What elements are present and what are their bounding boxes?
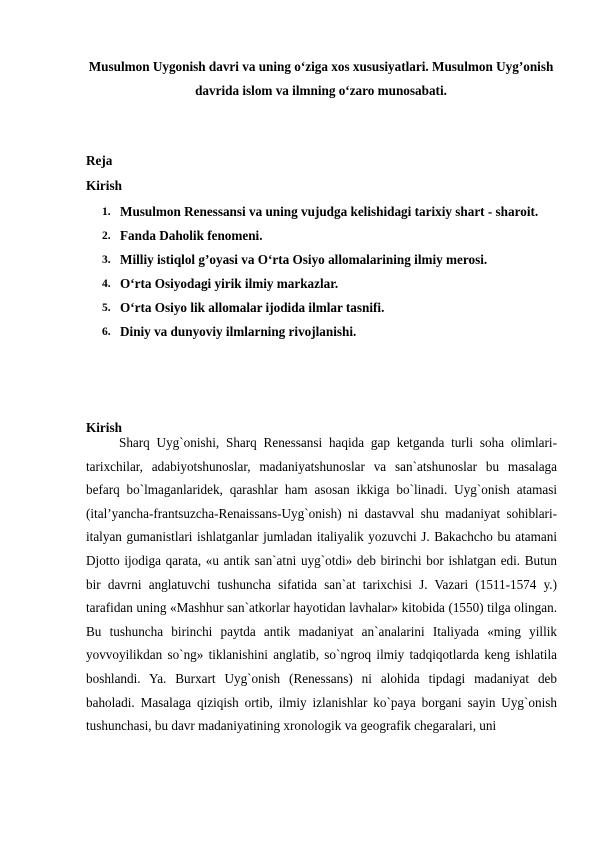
intro-paragraph: Sharq Uyg`onishi, Sharq Renessansi haqida gap ketganda turli soha olimlari-tarixchilar, adabiyotshunoslar, madaniyatshunoslar va san`atshunoslar bu masalaga befarq bo`lmaganlaridek, qarashlar ham asosan ikkiga bo`linadi. Uyg`onish atamasi (ital’yancha-frantsuzcha-Renaissans-Uyg`onish) ni dastavval shu madaniyat sohiblari-italyan gumanistlari ishlatganlar jumladan italiyalik yozuvchi J. Bakachcho bu atamani Djotto ijodiga qarata, «u antik san`atni uyg`otdi» deb birinchi bor ishlatgan edi. Butun bir davrni anglatuvchi tushuncha sifatida san`at tarixchisi J. Vazari (1511-1574 y.) tarafidan uning «Mashhur san`atkorlar hayotidan lavhalar» kitobida (1550) tilga olingan. Bu tushuncha birinchi paytda antik madaniyat an`analarini Italiyada «ming yillik yovvoyilikdan so`ng» tiklanishini anglatib, so`ngroq ilmiy tadqiqotlarda keng ishlatila boshlandi. Ya. Burxart Uyg`onish (Renessans) ni alohida tipdagi madaniyat deb baholadi. Masalaga qiziqish ortib, ilmiy izlanishlar ko`paya borgani sayin Uyg`onish tushunchasi, bu davr madaniyatining xronologik va geografik chegaralari, uni — [86, 435, 557, 734]
outline-item — [86, 272, 556, 296]
plan-outline-list — [86, 200, 556, 344]
outline-number: 2. — [102, 230, 111, 242]
outline-number: 3. — [102, 254, 111, 266]
outline-text: Fanda Daholik fenomeni. — [120, 228, 263, 243]
plan-heading: Reja — [86, 153, 113, 168]
section-heading: Kirish — [86, 420, 122, 435]
outline-number: 6. — [102, 326, 111, 338]
outline-item — [86, 296, 556, 320]
intro-heading: Kirish — [86, 178, 122, 193]
outline-text: O‘rta Osiyodagi yirik ilmiy markazlar. — [120, 276, 339, 291]
outline-text: O‘rta Osiyo lik allomalar ijodida ilmlar tasnifi. — [120, 300, 385, 315]
outline-number: 4. — [102, 278, 111, 290]
outline-text: Diniy va dunyoviy ilmlarning rivojlanishi. — [120, 324, 357, 339]
document-title: Musulmon Uygonish davri va uning o‘ziga xos xususiyatlari. Musulmon Uyg’onish davrida islom va ilmning o‘zaro munosabati. — [88, 59, 554, 98]
outline-item — [86, 320, 556, 344]
outline-number: 1. — [102, 206, 111, 218]
outline-item — [86, 200, 556, 224]
outline-number: 5. — [102, 302, 111, 314]
outline-text: Milliy istiqlol g’oyasi va O‘rta Osiyo allomalarining ilmiy merosi. — [120, 252, 488, 267]
outline-text: Musulmon Renessansi va uning vujudga kelishidagi tarixiy shart - sharoit. — [120, 204, 539, 219]
outline-item — [86, 248, 556, 272]
outline-item — [86, 224, 556, 248]
